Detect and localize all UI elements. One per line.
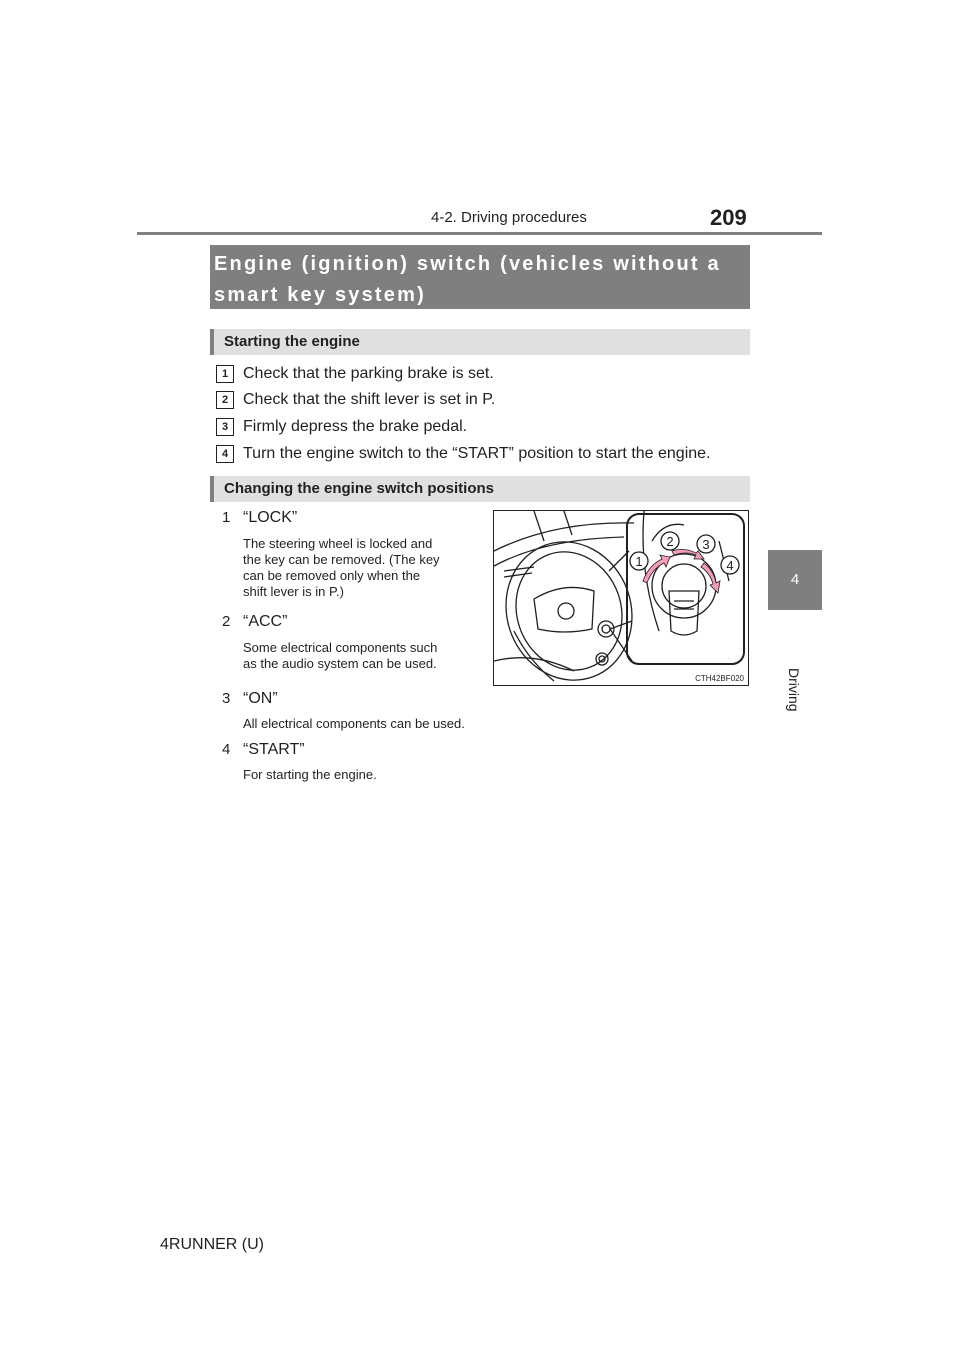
position-title: “START” <box>243 741 305 758</box>
ignition-switch-illustration <box>493 510 749 686</box>
desc-line: as the audio system can be used. <box>243 656 437 671</box>
header-rule <box>137 232 822 235</box>
position-number: 1 <box>222 509 231 526</box>
position-title: “ACC” <box>243 613 288 630</box>
section-title-line-1: Engine (ignition) switch (vehicles without a <box>214 253 721 275</box>
step-text: Check that the shift lever is set in P. <box>243 391 496 408</box>
step-text: Firmly depress the brake pedal. <box>243 418 468 435</box>
step-number: 4 <box>216 445 234 463</box>
desc-line: The steering wheel is locked and <box>243 536 433 551</box>
desc-line: shift lever is in P.) <box>243 584 344 599</box>
page-number: 209 <box>710 205 747 230</box>
position-description <box>243 716 465 732</box>
step-number: 1 <box>216 365 234 383</box>
callout-2: 2 <box>666 534 674 549</box>
section-reference: 4-2. Driving procedures <box>431 209 587 226</box>
position-title: “LOCK” <box>243 509 298 526</box>
desc-line: All electrical components can be used. <box>243 716 465 731</box>
chapter-label <box>784 610 808 712</box>
position-description <box>243 640 437 672</box>
position-number: 4 <box>222 741 231 758</box>
section-title <box>210 245 750 309</box>
step-number: 2 <box>216 391 234 409</box>
position-description <box>243 536 440 600</box>
figure-code: CTH42BF020 <box>695 674 744 683</box>
callout-1: 1 <box>635 554 643 569</box>
position-number: 2 <box>222 613 231 630</box>
desc-line: Some electrical components such <box>243 640 438 655</box>
subheading-starting: Starting the engine <box>210 329 750 355</box>
position-number: 3 <box>222 690 231 707</box>
step-text: Turn the engine switch to the “START” position to start the engine. <box>243 445 711 462</box>
desc-line: the key can be removed. (The key <box>243 552 440 567</box>
position-title: “ON” <box>243 690 278 707</box>
subheading-positions: Changing the engine switch positions <box>210 476 750 502</box>
step-text: Check that the parking brake is set. <box>243 365 494 382</box>
callout-3: 3 <box>702 537 710 552</box>
section-title-line-2: smart key system) <box>214 284 426 306</box>
callout-4: 4 <box>726 558 734 573</box>
chapter-tab[interactable]: 4 <box>768 550 822 610</box>
desc-line: For starting the engine. <box>243 767 377 782</box>
desc-line: can be removed only when the <box>243 568 421 583</box>
position-description <box>243 767 377 783</box>
step-number: 3 <box>216 418 234 436</box>
illustration-drawing <box>494 511 748 685</box>
model-footer: 4RUNNER (U) <box>160 1236 264 1253</box>
chapter-label-text: Driving <box>786 668 802 712</box>
